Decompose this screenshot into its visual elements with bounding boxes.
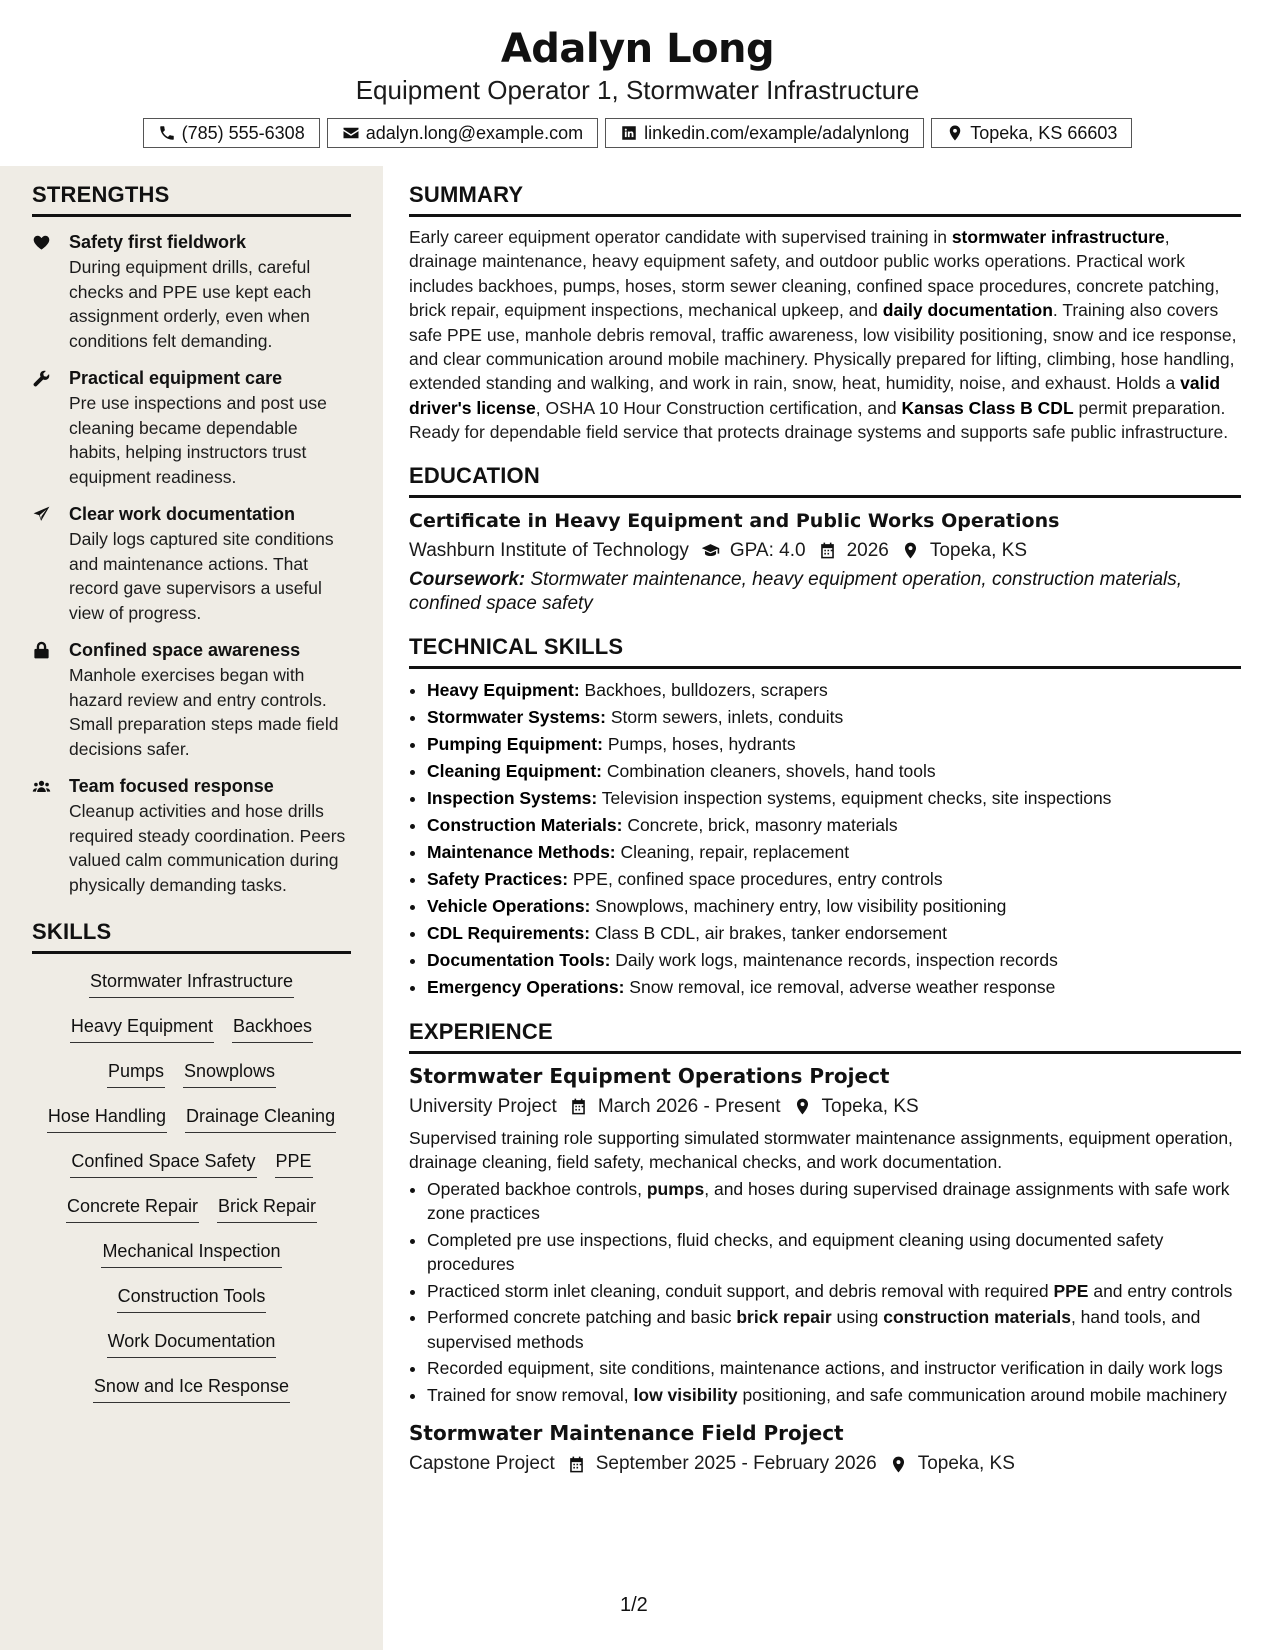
resume-header — [0, 0, 1275, 166]
emphasis-text: stormwater infrastructure — [951, 227, 1165, 247]
skill-values: Snow removal, ice removal, adverse weather response — [624, 976, 1056, 997]
location-pin-icon — [793, 1097, 812, 1116]
paper-plane-icon — [32, 505, 51, 524]
text-run: Operated backhoe controls, — [427, 1178, 647, 1199]
technical-skill-item — [427, 839, 1241, 866]
school-name: Washburn Institute of Technology — [409, 539, 689, 561]
skill-tag: Brick Repair — [217, 1193, 317, 1223]
skill-values: Snowplows, machinery entry, low visibility positioning — [590, 895, 1007, 916]
text-run: Early career equipment operator candidate with supervised training in — [409, 227, 952, 247]
technical-skills-list — [409, 677, 1241, 1001]
job-meta — [409, 1449, 1241, 1479]
technical-skill-item — [427, 785, 1241, 812]
technical-skill-item — [427, 866, 1241, 893]
strength-title: Safety first fieldwork — [69, 232, 247, 252]
skill-tags — [32, 968, 351, 1418]
job-description: Supervised training role supporting simulated stormwater maintenance assignments, equipment operation, drainage cleaning, field safety, mechanical checks, and work documentation. — [409, 1127, 1233, 1173]
job-location: Topeka, KS — [821, 1095, 919, 1117]
contact-phone[interactable] — [143, 118, 320, 148]
text-run: using — [831, 1307, 884, 1328]
strength-item — [32, 502, 351, 625]
strength-item — [32, 774, 351, 897]
skill-tag: Mechanical Inspection — [101, 1238, 281, 1268]
text-run: Performed concrete patching and basic — [427, 1307, 737, 1328]
contact-location-text: Topeka, KS 66603 — [970, 122, 1118, 143]
skill-tag: Construction Tools — [117, 1283, 267, 1313]
coursework-list: Stormwater maintenance, heavy equipment operation, construction materials, confined space safety — [409, 568, 1183, 614]
job-bullet — [427, 1383, 1241, 1408]
job-org: Capstone Project — [409, 1453, 555, 1475]
skill-category: Inspection Systems: — [427, 787, 598, 808]
degree-title: Certificate in Heavy Equipment and Public Works Operations — [409, 509, 1060, 532]
skill-values: Combination cleaners, shovels, hand tools — [602, 760, 936, 781]
skill-category: Vehicle Operations: — [427, 895, 591, 916]
skill-category: Cleaning Equipment: — [427, 760, 602, 781]
school-location: Topeka, KS — [929, 539, 1028, 561]
skill-tag: Drainage Cleaning — [185, 1103, 336, 1133]
summary-text — [409, 225, 1241, 445]
page-number: 1/2 — [620, 1594, 648, 1616]
skill-values: Pumps, hoses, hydrants — [602, 733, 796, 754]
contact-linkedin[interactable] — [605, 118, 924, 148]
skill-values: Cleaning, repair, replacement — [615, 841, 850, 862]
strength-title: Clear work documentation — [69, 504, 296, 524]
text-run: Completed pre use inspections, fluid checks, and equipment cleaning using documented safety procedures — [427, 1229, 1164, 1275]
sidebar — [0, 166, 383, 1650]
skill-tag: Stormwater Infrastructure — [89, 968, 294, 998]
emphasis-text: daily documentation — [882, 300, 1053, 321]
skill-values: Television inspection systems, equipment checks, site inspections — [597, 787, 1112, 808]
wrench-icon — [32, 369, 51, 388]
experience-heading: EXPERIENCE — [409, 1019, 1241, 1054]
skill-category: Heavy Equipment: — [427, 679, 580, 700]
location-pin-icon — [901, 541, 920, 560]
contact-email[interactable] — [327, 118, 598, 148]
skill-tag: Confined Space Safety — [70, 1148, 256, 1178]
strength-body: Manhole exercises began with hazard review and entry controls. Small preparation steps made field decisions safer. — [69, 665, 339, 759]
strength-item — [32, 230, 351, 353]
text-run: Recorded equipment, site conditions, maintenance actions, and instructor verification in daily work logs — [427, 1358, 1223, 1379]
graduation-year: 2026 — [846, 539, 889, 561]
strength-item — [32, 366, 351, 489]
job-bullet — [427, 1177, 1241, 1226]
text-run: positioning, and safe communication around mobile machinery — [737, 1384, 1227, 1405]
skill-category: Safety Practices: — [427, 868, 569, 889]
calendar-icon — [567, 1455, 586, 1474]
contact-location — [931, 118, 1132, 148]
skill-tag: Concrete Repair — [66, 1193, 199, 1223]
skill-values: Storm sewers, inlets, conduits — [605, 706, 844, 727]
text-run: . Training also covers safe PPE use, manhole debris removal, traffic awareness, low visibility positioning, snow and ice response, and clear communication around mobile machinery. Physically prepared for lifting, climbing, hose handling, extended standing and walking, and work in rain, snow, heat, humidity, noise, and exhaust. Holds a — [409, 300, 1237, 394]
skill-values: Backhoes, bulldozers, scrapers — [579, 679, 828, 700]
skill-tag: Snow and Ice Response — [93, 1373, 290, 1403]
job-bullet — [427, 1356, 1241, 1381]
technical-skill-item — [427, 920, 1241, 947]
job-meta — [409, 1092, 1241, 1122]
skill-category: Maintenance Methods: — [427, 841, 616, 862]
technical-skill-item — [427, 974, 1241, 1001]
contact-bar — [0, 118, 1275, 148]
emphasis-text: brick repair — [736, 1307, 832, 1328]
job-location: Topeka, KS — [917, 1453, 1015, 1475]
text-run: and entry controls — [1088, 1280, 1233, 1301]
job-org: University Project — [409, 1095, 557, 1117]
job-title: Stormwater Maintenance Field Project — [409, 1421, 844, 1446]
skill-category: Construction Materials: — [427, 814, 623, 835]
strengths-heading: STRENGTHS — [32, 182, 351, 217]
strength-body: During equipment drills, careful checks and PPE use kept each assignment orderly, even when conditions felt demanding. — [69, 257, 312, 351]
skill-tag: PPE — [275, 1148, 313, 1178]
text-run: , and hoses during supervised drainage assignments with safe work zone practices — [427, 1178, 1230, 1224]
main-content — [409, 166, 1241, 1479]
emphasis-text: Kansas Class B CDL — [901, 397, 1074, 418]
skill-category: Emergency Operations: — [427, 976, 625, 997]
coursework-label: Coursework: — [409, 568, 526, 590]
job-bullet — [427, 1228, 1241, 1277]
location-pin-icon — [889, 1455, 908, 1474]
technical-skill-item — [427, 893, 1241, 920]
skill-tag: Pumps — [107, 1058, 165, 1088]
technical-skill-item — [427, 758, 1241, 785]
skill-category: Stormwater Systems: — [427, 706, 606, 727]
lock-icon — [32, 641, 51, 660]
job-bullet — [427, 1305, 1241, 1354]
job-bullets — [409, 1177, 1241, 1408]
skill-tag: Backhoes — [232, 1013, 313, 1043]
skills-heading: SKILLS — [32, 919, 351, 954]
calendar-icon — [818, 541, 837, 560]
graduation-cap-icon — [701, 541, 720, 560]
skill-values: Concrete, brick, masonry materials — [622, 814, 898, 835]
skill-tag: Work Documentation — [107, 1328, 277, 1358]
emphasis-text: low visibility — [633, 1384, 738, 1405]
summary-heading: SUMMARY — [409, 182, 1241, 217]
gpa: GPA: 4.0 — [729, 539, 806, 561]
technical-skill-item — [427, 947, 1241, 974]
phone-icon — [158, 124, 176, 142]
skill-tag: Snowplows — [183, 1058, 276, 1088]
candidate-title: Equipment Operator 1, Stormwater Infrastructure — [355, 75, 920, 105]
text-run: , drainage maintenance, heavy equipment safety, and outdoor public works operations. Practical work includes backhoes, pumps, hoses, storm sewer cleaning, confined space procedures, concrete patching, brick repair, equipment inspections, mechanical upkeep, and — [409, 227, 1220, 321]
skill-values: PPE, confined space procedures, entry controls — [568, 868, 943, 889]
coursework — [409, 568, 1241, 616]
emphasis-text: valid driver's license — [409, 373, 1221, 418]
location-pin-icon — [946, 124, 964, 142]
education-heading: EDUCATION — [409, 463, 1241, 498]
text-run: permit preparation. Ready for dependable field service that protects drainage systems and supports safe public infrastructure. — [409, 397, 1229, 443]
job-bullet — [427, 1279, 1241, 1304]
strength-item — [32, 638, 351, 761]
skill-tag: Hose Handling — [47, 1103, 167, 1133]
strength-title: Team focused response — [69, 776, 274, 796]
users-icon — [32, 777, 51, 796]
skill-values: Daily work logs, maintenance records, inspection records — [610, 949, 1058, 970]
job-dates: September 2025 - February 2026 — [595, 1453, 877, 1475]
skill-category: Documentation Tools: — [427, 949, 611, 970]
text-run: , OSHA 10 Hour Construction certification, and — [535, 397, 902, 418]
skill-category: CDL Requirements: — [427, 922, 591, 943]
candidate-name: Adalyn Long — [500, 26, 775, 72]
text-run: Practiced storm inlet cleaning, conduit support, and debris removal with required — [427, 1280, 1054, 1301]
strength-body: Cleanup activities and hose drills required steady coordination. Peers valued calm communication during physically demanding tasks. — [69, 801, 346, 895]
heart-icon — [32, 233, 51, 252]
job-title: Stormwater Equipment Operations Project — [409, 1063, 890, 1088]
strength-title: Confined space awareness — [69, 640, 301, 660]
text-run: Trained for snow removal, — [427, 1384, 634, 1405]
linkedin-icon — [620, 124, 638, 142]
technical-skill-item — [427, 731, 1241, 758]
technical-skill-item — [427, 704, 1241, 731]
education-meta — [409, 536, 1241, 566]
technical-skills-heading: TECHNICAL SKILLS — [409, 634, 1241, 669]
technical-skill-item — [427, 812, 1241, 839]
skill-category: Pumping Equipment: — [427, 733, 603, 754]
contact-linkedin-text: linkedin.com/example/adalynlong — [644, 122, 910, 143]
calendar-icon — [569, 1097, 588, 1116]
contact-email-text: adalyn.long@example.com — [365, 122, 584, 143]
emphasis-text: PPE — [1053, 1280, 1089, 1301]
strength-title: Practical equipment care — [69, 368, 283, 388]
job-dates: March 2026 - Present — [597, 1095, 781, 1117]
skill-values: Class B CDL, air brakes, tanker endorsement — [590, 922, 948, 943]
strength-body: Pre use inspections and post use cleaning became dependable habits, helping instructors trust equipment readiness. — [69, 393, 327, 487]
emphasis-text: pumps — [646, 1178, 705, 1199]
skill-tag: Heavy Equipment — [70, 1013, 214, 1043]
strength-body: Daily logs captured site conditions and maintenance actions. That record gave supervisors a useful view of progress. — [69, 529, 334, 623]
emphasis-text: construction materials — [883, 1307, 1071, 1328]
contact-phone-text: (785) 555-6308 — [181, 122, 305, 143]
envelope-icon — [342, 124, 360, 142]
technical-skill-item — [427, 677, 1241, 704]
text-run: , hand tools, and supervised methods — [427, 1307, 1201, 1352]
